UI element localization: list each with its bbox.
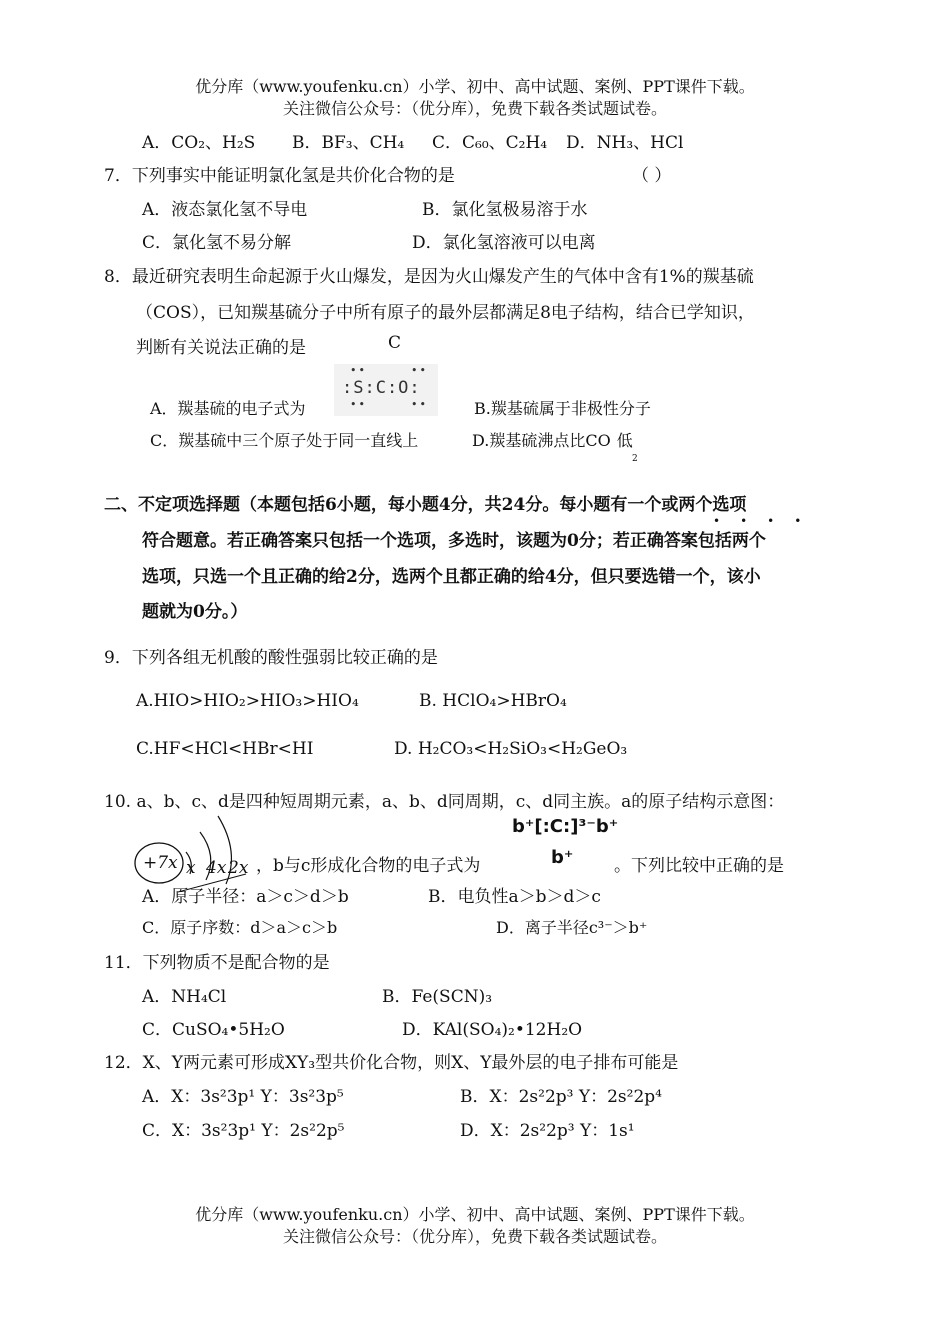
q7-option-d: D．氯化氢溶液可以电离 xyxy=(412,233,596,253)
q7-option-a: A．液态氯化氢不导电 xyxy=(142,200,308,220)
q8-option-b: B.羰基硫属于非极性分子 xyxy=(474,399,651,418)
lewis-dots-top: •• •• xyxy=(350,364,428,377)
q10-option-a: A．原子半径：a＞c＞d＞b xyxy=(142,887,349,907)
q9-option-a: A.HIO>HIO₂>HIO₃>HIO₄ xyxy=(136,691,359,711)
q8-option-c: C．羰基硫中三个原子处于同一直线上 xyxy=(150,431,419,450)
q7-answer-paren: （ ） xyxy=(632,166,672,186)
q12-option-b: B．X：2s²2p³ Y：2s²2p⁴ xyxy=(460,1087,662,1107)
shell-3-label: 2x xyxy=(228,858,249,878)
q10-option-c: C．原子序数：d＞a＞c＞b xyxy=(142,918,338,937)
footer-line-2: 关注微信公众号：（优分库），免费下载各类试题试卷。 xyxy=(282,1227,667,1246)
q12-option-c: C．X：3s²3p¹ Y：2s²2p⁵ xyxy=(142,1121,345,1141)
q7-option-b: B．氯化氢极易溶于水 xyxy=(422,200,588,220)
q9-stem: 9．下列各组无机酸的酸性强弱比较正确的是 xyxy=(104,648,438,668)
shell-1-label: x xyxy=(186,858,196,878)
q12-stem: 12．X、Y两元素可形成XY₃型共价化合物，则X、Y最外层的电子排布可能是 xyxy=(104,1053,679,1073)
header-line-1: 优分库（www.youfenku.cn）小学、初中、高中试题、案例、PPT课件下载。 xyxy=(195,77,755,96)
q7-stem: 7．下列事实中能证明氯化氢是共价化合物的是 xyxy=(104,166,455,186)
q8-line-3: 判断有关说法正确的是 xyxy=(136,338,306,358)
electron-formula-bottom: b⁺ xyxy=(551,847,574,868)
q9-option-d: D. H₂CO₃<H₂SiO₃<H₂GeO₃ xyxy=(394,739,628,759)
q10-option-d: D．离子半径c³⁻＞b⁺ xyxy=(496,918,648,937)
q11-option-d: D．KAl(SO₄)₂•12H₂O xyxy=(402,1020,583,1040)
q11-option-b: B．Fe(SCN)₃ xyxy=(382,987,493,1007)
section-2-line-4: 题就为0分。） xyxy=(142,602,248,622)
q8-answer: C xyxy=(388,333,402,353)
section-2-line-2: 符合题意。若正确答案只包括一个选项，多选时，该题为0分；若正确答案包括两个 xyxy=(142,531,766,551)
q7-option-c: C．氯化氢不易分解 xyxy=(142,233,292,253)
q12-option-a: A．X：3s²3p¹ Y：3s²3p⁵ xyxy=(142,1087,344,1107)
q8-option-d-subscript: 2 xyxy=(632,454,638,464)
section-2-line-3: 选项，只选一个且正确的给2分，选两个且都正确的给4分，但只要选错一个，该小 xyxy=(142,567,761,587)
lewis-structure-image xyxy=(334,364,438,416)
shell-2-label: 4x xyxy=(206,858,227,878)
q11-option-c: C．CuSO₄•5H₂O xyxy=(142,1020,285,1040)
q10-mid-text: ，b与c形成化合物的电子式为 xyxy=(256,856,481,876)
emphasis-dots: •••• xyxy=(713,514,822,528)
q9-option-b: B. HClO₄>HBrO₄ xyxy=(419,691,567,711)
q10-end-text: 。下列比较中正确的是 xyxy=(614,856,784,876)
header-line-2: 关注微信公众号：（优分库），免费下载各类试题试卷。 xyxy=(282,99,667,118)
section-2-line-1: 二、不定项选择题（本题包括6小题，每小题4分，共24分。每小题有一个或两个选项 xyxy=(104,495,747,515)
q11-stem: 11．下列物质不是配合物的是 xyxy=(104,953,330,973)
lewis-structure-text: :S:C:O: xyxy=(342,378,421,398)
q6-option-d: D．NH₃、HCl xyxy=(566,133,684,153)
footer-line-1: 优分库（www.youfenku.cn）小学、初中、高中试题、案例、PPT课件下载。 xyxy=(195,1205,755,1224)
nucleus-label: +7x xyxy=(143,853,178,873)
q8-line-1: 8．最近研究表明生命起源于火山爆发，是因为火山爆发产生的气体中含有1%的羰基硫 xyxy=(104,267,754,287)
q6-option-a: A．CO₂、H₂S xyxy=(142,133,256,153)
q11-option-a: A．NH₄Cl xyxy=(142,987,227,1007)
q8-option-d: D.羰基硫沸点比CO 低 xyxy=(472,431,633,450)
lewis-dots-bottom: •• •• xyxy=(350,398,428,411)
q12-option-d: D．X：2s²2p³ Y：1s¹ xyxy=(460,1121,635,1141)
q9-option-c: C.HF<HCl<HBr<HI xyxy=(136,739,314,759)
electron-formula-top: b⁺[:C:]³⁻b⁺ xyxy=(512,816,619,837)
q8-option-a: A．羰基硫的电子式为 xyxy=(150,399,306,418)
q8-line-2: （COS），已知羰基硫分子中所有原子的最外层都满足8电子结构，结合已学知识， xyxy=(136,303,755,323)
q10-option-b: B．电负性a＞b＞d＞c xyxy=(428,887,601,907)
q10-stem: 10. a、b、c、d是四种短周期元素，a、b、d同周期，c、d同主族。a的原子结构示意图： xyxy=(104,792,785,812)
q6-option-c: C．C₆₀、C₂H₄ xyxy=(432,133,548,153)
q6-option-b: B．BF₃、CH₄ xyxy=(292,133,405,153)
